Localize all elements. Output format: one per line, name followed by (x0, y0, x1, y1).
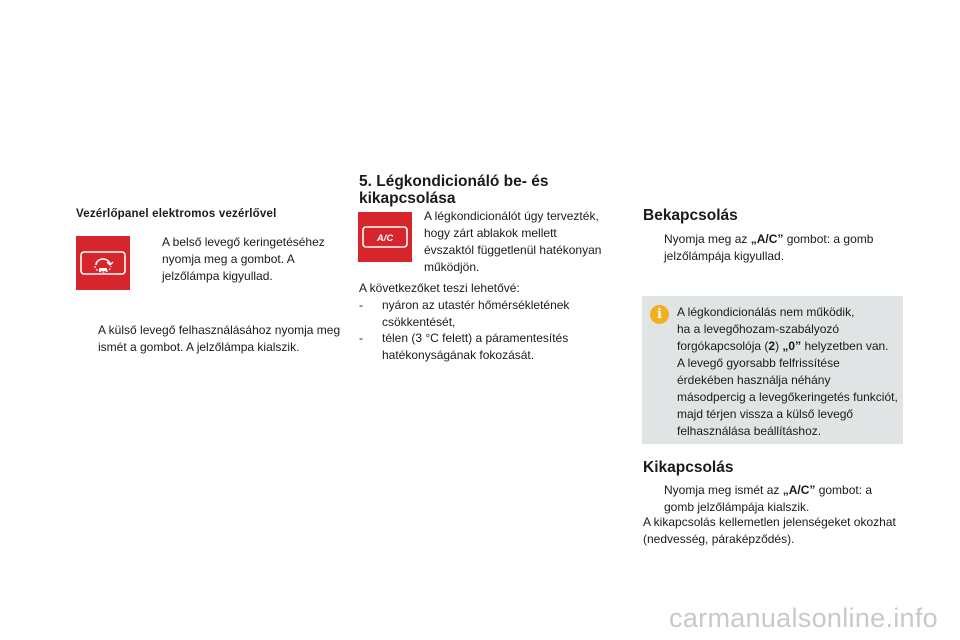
info-icon: i (650, 305, 669, 324)
section-title: 5. Légkondicionáló be- és kikapcsolása (359, 173, 549, 207)
switch-on-heading: Bekapcsolás (643, 207, 738, 224)
ac-intro-text: A légkondicionálót úgy tervezték, hogy zárt ablakok mellett évszaktól függetlenül hatékonyan működjön. (424, 209, 602, 274)
recirculation-button-image (76, 236, 130, 290)
switch-off-note: A kikapcsolás kellemetlen jelenségeket okozhat (nedvesség, páraképződés). (643, 515, 896, 546)
list-item-text: télen (3 °C felett) a páramentesítés hatékonyságának fokozását. (382, 331, 569, 362)
bullet-outside-air (80, 322, 346, 356)
bullet-switch-on (646, 231, 896, 265)
ac-button-label: A/C (376, 233, 394, 244)
dash-marker: - (359, 331, 363, 345)
list-item (359, 330, 597, 364)
bullet-switch-off (646, 482, 896, 516)
dash-marker: - (359, 298, 363, 312)
switch-off-heading: Kikapcsolás (643, 459, 734, 476)
bullet-text: A külső levegő felhasználásához nyomja meg ismét a gombot. A jelzőlámpa kialszik. (98, 323, 341, 354)
list-item-text: nyáron az utastér hőmérsékletének csökkentését, (382, 298, 570, 329)
section-subheading: Vezérlőpanel elektromos vezérlővel (76, 208, 277, 220)
bullet-text: A belső levegő keringetéséhez nyomja meg a gombot. A jelzőlámpa kigyullad. (162, 235, 325, 283)
list-item (359, 297, 597, 331)
info-note-box (642, 296, 903, 444)
ac-button-icon (361, 224, 409, 250)
bullet-text: Nyomja meg az „A/C” gombot: a gomb jelzőlámpája kigyullad. (664, 232, 874, 263)
bullet-recirculation (144, 234, 344, 285)
ac-lead-text: A következőket teszi lehetővé: (359, 281, 520, 295)
bullet-text: Nyomja meg ismét az „A/C” gombot: a gomb jelzőlámpája kialszik. (664, 483, 873, 514)
ac-button-image (358, 212, 412, 262)
watermark: carmanualsonline.info (669, 603, 938, 633)
info-note-text: A légkondicionálás nem működik, ha a levegőhozam-szabályozó forgókapcsolója (2) „0” helyzetben van. A levegő gyorsabb felfrissítése érdekében használja néhány másodpercig a levegőkeringetés funkciót, majd térjen vissza a külső levegő felhasználása beállításhoz. (677, 305, 898, 438)
air-recirculation-icon (78, 248, 128, 278)
